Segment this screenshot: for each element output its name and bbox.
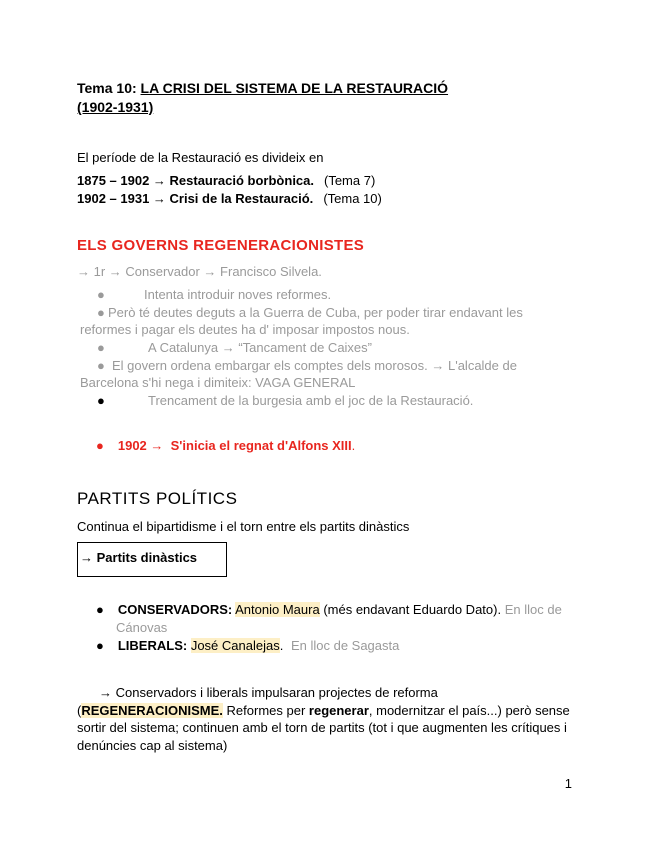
final-regenerar: regenerar — [308, 702, 369, 718]
list-item-text: Intenta introduir noves reformes. — [144, 287, 332, 302]
final-regeneracionisme: REGENERACIONISME. — [81, 702, 223, 718]
party-rest: . — [279, 638, 284, 653]
alfons-end: . — [351, 438, 356, 453]
page-title — [77, 79, 448, 117]
alfons-text: S'inicia el regnat d'Alfons XIII — [170, 438, 352, 453]
period-label: 1875 – 1902 → Restauració borbònica. — [77, 173, 314, 188]
title-dates: (1902-1931) — [77, 99, 154, 115]
final-arrow-line: → Conservadors i liberals impulsaran projectes de reforma — [99, 685, 438, 700]
party-label: LIBERALS: — [117, 638, 188, 653]
partits-intro: Continua el bipartidisme i el torn entre els partits dinàstics — [77, 519, 410, 534]
final-paragraph — [77, 684, 577, 754]
title-main: LA CRISI DEL SISTEMA DE LA RESTAURACIÓ — [140, 80, 449, 96]
list-item — [80, 339, 570, 356]
party-note: En lloc de — [501, 602, 562, 617]
intro-text: El període de la Restauració es divideix en — [77, 150, 324, 165]
partits-box — [77, 542, 227, 577]
party-rest: (més endavant Eduardo Dato). — [319, 602, 502, 617]
party-label: CONSERVADORS: — [117, 602, 233, 617]
section-heading-governs: ELS GOVERNS REGENERACIONISTES — [77, 237, 365, 254]
bullet-icon: ● — [96, 602, 104, 617]
governs-list — [80, 286, 570, 410]
period-ref: (Tema 7) — [324, 173, 376, 188]
party-leader: José Canalejas — [190, 638, 280, 653]
list-item — [80, 357, 570, 391]
party-note-continued: Cánovas — [116, 620, 168, 635]
list-item-text: El govern ordena embargar els comptes dels morosos. → L'alcalde de Barcelona s'hi nega i dimiteix: VAGA GENERAL — [80, 358, 517, 390]
list-item — [80, 286, 570, 303]
final-paren: ( — [77, 702, 82, 718]
bullet-icon: ● — [96, 638, 104, 653]
section-heading-partits: PARTITS POLÍTICS — [77, 489, 238, 508]
period-row — [77, 191, 382, 206]
bullet-icon: ● — [97, 358, 105, 373]
partits-box-label: → Partits dinàstics — [80, 550, 198, 565]
list-item — [80, 392, 570, 409]
list-item-text: A Catalunya → “Tancament de Caixes” — [148, 340, 372, 355]
list-item-text: Però té deutes deguts a la Guerra de Cuba, per poder tirar endavant les reformes i pagar els deutes ha d' imposar impostos nous. — [80, 305, 523, 337]
party-conservadors — [96, 602, 562, 617]
bullet-icon: ● — [97, 287, 105, 302]
alfons-year: 1902 → — [117, 438, 164, 453]
list-item-text: Trencament de la burgesia amb el joc de la Restauració. — [148, 393, 474, 408]
first-government: → 1r → Conservador → Francisco Silvela. — [77, 264, 322, 279]
alfons-bullet — [96, 438, 355, 453]
title-prefix: Tema 10: — [77, 80, 141, 96]
bullet-icon: ● — [97, 393, 105, 408]
final-rest: , modernitzar el país...) però sense sortir del sistema; continuen amb el torn de partits (tot i que augmenten les crítiques i denúncies cap al sistema) — [77, 702, 570, 753]
period-row — [77, 173, 375, 188]
period-ref: (Tema 10) — [323, 191, 382, 206]
list-item — [80, 304, 570, 338]
bullet-icon: ● — [97, 340, 105, 355]
bullet-icon: ● — [97, 305, 105, 320]
party-leader: Antonio Maura — [235, 602, 320, 617]
bullet-icon: ● — [96, 438, 104, 453]
period-label: 1902 – 1931 → Crisi de la Restauració. — [77, 191, 314, 206]
page-number: 1 — [564, 776, 572, 791]
final-mid: Reformes per — [222, 702, 309, 718]
party-note: En lloc de Sagasta — [287, 638, 400, 653]
party-liberals — [96, 638, 399, 653]
